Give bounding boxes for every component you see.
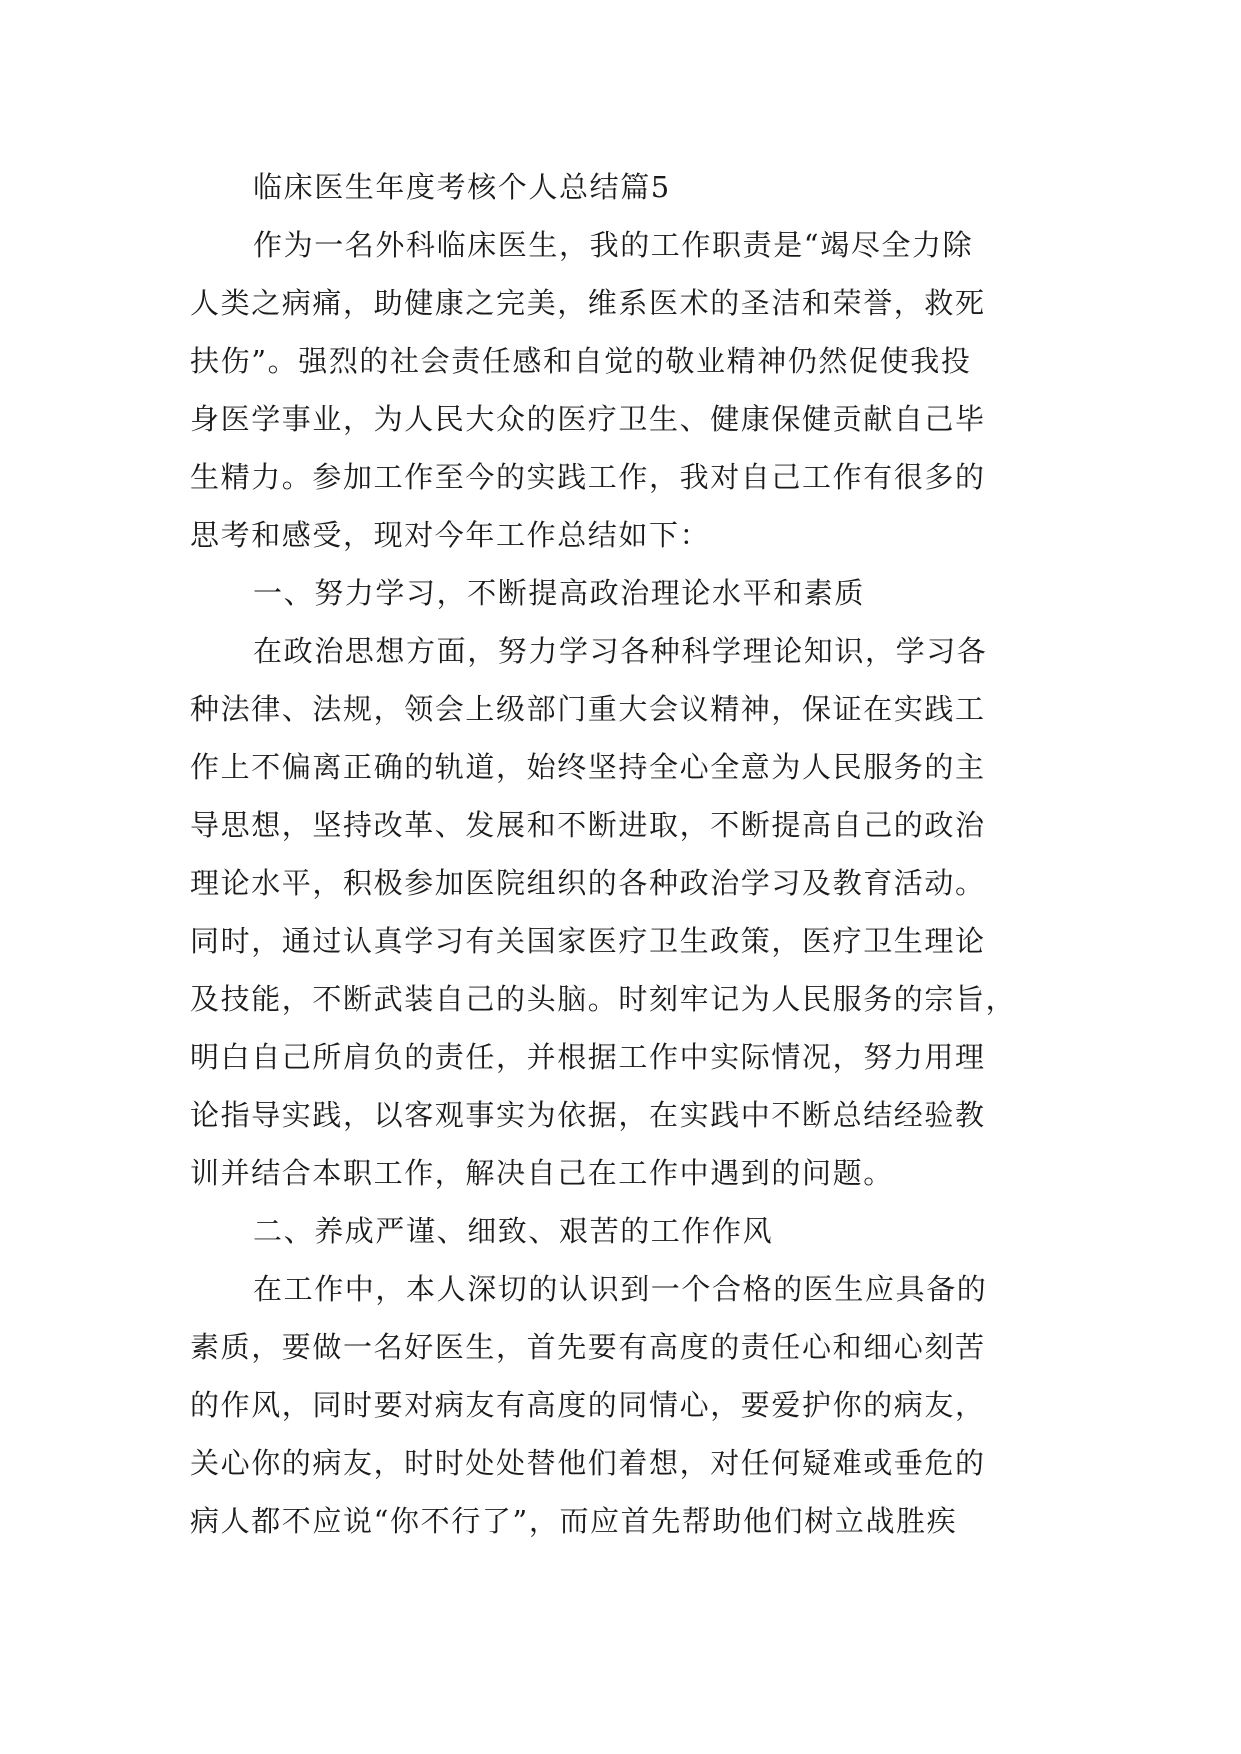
paragraph-line: 明白自己所肩负的责任，并根据工作中实际情况，努力用理	[190, 1040, 986, 1074]
paragraph-line: 关心你的病友，时时处处替他们着想，对任何疑难或垂危的	[190, 1446, 986, 1480]
paragraph-line: 人类之病痛，助健康之完美，维系医术的圣洁和荣誉，救死	[190, 286, 986, 320]
paragraph-line: 导思想，坚持改革、发展和不断进取，不断提高自己的政治	[190, 808, 986, 842]
document-body	[190, 158, 1050, 1550]
paragraph-line: 思考和感受，现对今年工作总结如下：	[190, 518, 711, 552]
paragraph-line: 的作风，同时要对病友有高度的同情心，要爱护你的病友，	[190, 1388, 986, 1422]
paragraph-line: 训并结合本职工作，解决自己在工作中遇到的问题。	[190, 1156, 894, 1190]
document-title: 临床医生年度考核个人总结篇5	[253, 170, 671, 204]
paragraph-line: 同时，通过认真学习有关国家医疗卫生政策，医疗卫生理论	[190, 924, 986, 958]
paragraph-line: 生精力。参加工作至今的实践工作，我对自己工作有很多的	[190, 460, 986, 494]
paragraph-line: 身医学事业，为人民大众的医疗卫生、健康保健贡献自己毕	[190, 402, 986, 436]
paragraph-line: 扶伤”。强烈的社会责任感和自觉的敬业精神仍然促使我投	[190, 344, 972, 378]
paragraph-line: 在政治思想方面，努力学习各种科学理论知识，学习各	[253, 634, 988, 668]
paragraph-line: 理论水平，积极参加医院组织的各种政治学习及教育活动。	[190, 866, 986, 900]
paragraph-line: 作为一名外科临床医生，我的工作职责是“竭尽全力除	[253, 228, 974, 262]
paragraph-line: 及技能，不断武装自己的头脑。时刻牢记为人民服务的宗旨，	[190, 982, 1017, 1016]
paragraph-line: 种法律、法规，领会上级部门重大会议精神，保证在实践工	[190, 692, 986, 726]
section-heading-1: 一、努力学习，不断提高政治理论水平和素质	[253, 576, 866, 610]
paragraph-line: 病人都不应说“你不行了”，而应首先帮助他们树立战胜疾	[190, 1504, 958, 1538]
paragraph-line: 论指导实践，以客观事实为依据，在实践中不断总结经验教	[190, 1098, 986, 1132]
paragraph-line: 素质，要做一名好医生，首先要有高度的责任心和细心刻苦	[190, 1330, 986, 1364]
paragraph-line: 作上不偏离正确的轨道，始终坚持全心全意为人民服务的主	[190, 750, 986, 784]
section-heading-2: 二、养成严谨、细致、艰苦的工作作风	[253, 1214, 774, 1248]
paragraph-line: 在工作中，本人深切的认识到一个合格的医生应具备的	[253, 1272, 988, 1306]
